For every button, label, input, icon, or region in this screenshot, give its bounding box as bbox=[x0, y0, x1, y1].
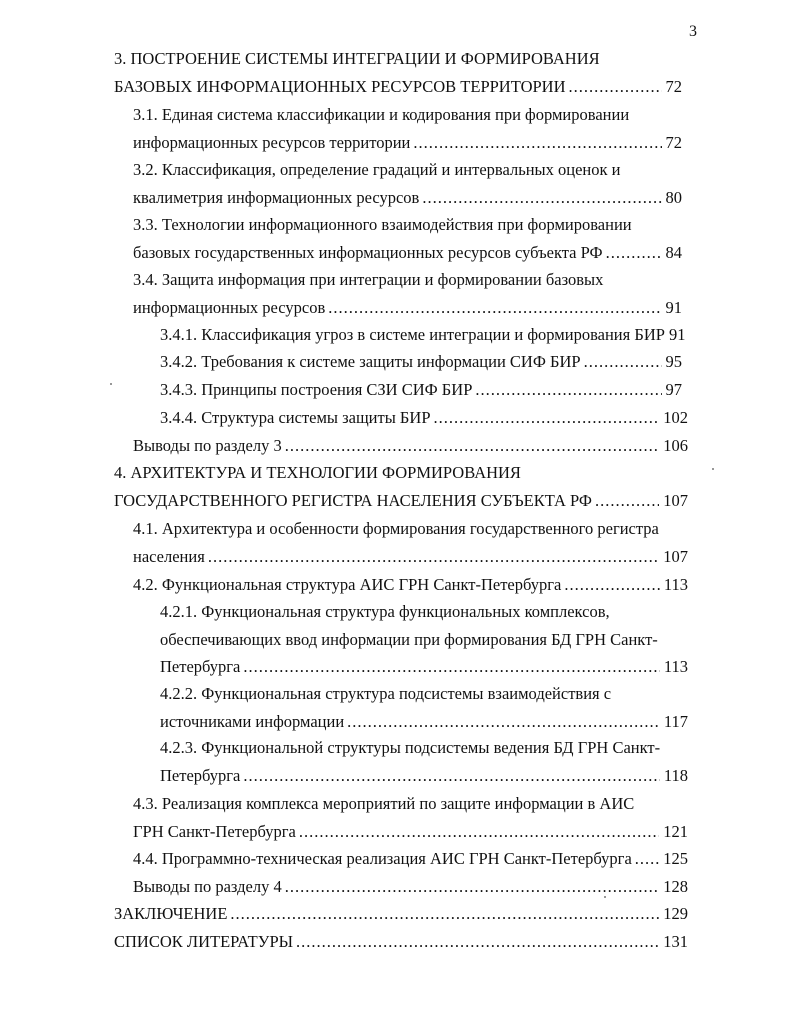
toc-leader-dots bbox=[413, 132, 661, 154]
toc-leader-dots bbox=[475, 379, 661, 401]
toc-line-conclusion-1 bbox=[114, 903, 688, 925]
toc-entry-title: 4.2.1. Функциональная структура функциональных комплексов, bbox=[160, 602, 610, 621]
toc-line-4-2 bbox=[114, 490, 688, 512]
toc-leader-dots bbox=[285, 876, 660, 898]
toc-entry-title: 4. АРХИТЕКТУРА И ТЕХНОЛОГИИ ФОРМИРОВАНИЯ bbox=[114, 463, 521, 482]
toc-entry-page: 107 bbox=[663, 546, 688, 566]
toc-line-3-2-1 bbox=[133, 159, 620, 181]
toc-leader-dots bbox=[285, 435, 660, 457]
toc-entry-title: БАЗОВЫХ ИНФОРМАЦИОННЫХ РЕСУРСОВ ТЕРРИТОРИИ bbox=[114, 76, 566, 96]
toc-entry-title: базовых государственных информационных ресурсов субъекта РФ bbox=[133, 242, 603, 262]
toc-line-conclusions-4-1 bbox=[133, 876, 688, 898]
toc-line-3-3-2 bbox=[133, 242, 682, 264]
toc-entry-page: 95 bbox=[665, 352, 682, 371]
toc-entry-title: 4.4. Программно-техническая реализация АИС ГРН Санкт-Петербурга bbox=[133, 849, 632, 868]
toc-line-4-1 bbox=[114, 462, 521, 484]
toc-entry-title: 4.1. Архитектура и особенности формирования государственного регистра bbox=[133, 519, 659, 538]
toc-line-4-1-1 bbox=[133, 518, 659, 540]
toc-entry-title: 4.2.3. Функциональной структуры подсистемы ведения БД ГРН Санкт- bbox=[160, 738, 661, 757]
toc-leader-dots bbox=[422, 187, 661, 209]
toc-entry-page: 121 bbox=[663, 821, 688, 841]
toc-entry-title: 3.4.2. Требования к системе защиты информации СИФ БИР bbox=[160, 352, 581, 371]
toc-line-4-2-3-2 bbox=[160, 765, 688, 787]
toc-line-3-4-4-1 bbox=[160, 407, 688, 429]
toc-entry-page: 102 bbox=[663, 408, 688, 427]
toc-entry-title: 3.2. Классификация, определение градаций и интервальных оценок и bbox=[133, 160, 621, 179]
toc-entry-title: 4.2.2. Функциональная структура подсистемы взаимодействия с bbox=[160, 684, 612, 703]
toc-entry-title: обеспечивающих ввод информации при формирования БД ГРН Санкт- bbox=[160, 629, 658, 649]
toc-entry-page: 128 bbox=[663, 877, 688, 896]
toc-entry-page: 113 bbox=[663, 575, 688, 594]
toc-entry-page: 129 bbox=[663, 904, 688, 923]
toc-leader-dots bbox=[328, 297, 661, 319]
toc-entry-page: 106 bbox=[663, 436, 688, 455]
toc-line-4-4-1 bbox=[133, 848, 688, 870]
toc-entry-title: 3. ПОСТРОЕНИЕ СИСТЕМЫ ИНТЕГРАЦИИ И ФОРМИРОВАНИЯ bbox=[114, 49, 600, 68]
toc-leader-dots bbox=[584, 351, 662, 373]
toc-line-3-4-2-1 bbox=[160, 351, 682, 373]
toc-entry-page: 131 bbox=[663, 932, 688, 951]
toc-line-4-2-1-1 bbox=[160, 601, 610, 623]
toc-line-4-2-3-1 bbox=[160, 737, 660, 759]
toc-leader-dots bbox=[564, 574, 659, 596]
toc-entry-title: 3.4. Защита информация при интеграции и формировании базовых bbox=[133, 270, 604, 289]
toc-line-3-4-1-1 bbox=[160, 324, 686, 346]
toc-entry-title: 3.3. Технологии информационного взаимодействия при формировании bbox=[133, 215, 632, 234]
toc-leader-dots bbox=[243, 656, 659, 678]
toc-line-4-3-1 bbox=[133, 793, 634, 815]
toc-line-4-1-2 bbox=[133, 546, 688, 568]
toc-leader-dots bbox=[230, 903, 659, 925]
toc-entry-title: Петербурга bbox=[160, 765, 241, 785]
toc-leader-dots bbox=[434, 407, 660, 429]
toc-entry-page: 91 bbox=[665, 297, 682, 317]
toc-entry-title: источниками информации bbox=[160, 711, 345, 731]
toc-entry-title: ГРН Санкт-Петербурга bbox=[133, 821, 296, 841]
toc-entry-page: 117 bbox=[663, 711, 688, 731]
toc-entry-title: 3.1. Единая система классификации и кодирования при формировании bbox=[133, 105, 630, 124]
scan-speck bbox=[712, 468, 714, 470]
toc-line-4-2-2-1 bbox=[160, 683, 611, 705]
toc-line-3-3-1 bbox=[133, 214, 632, 236]
toc-line-3-4-1 bbox=[133, 269, 603, 291]
toc-line-bibliography-1 bbox=[114, 931, 688, 953]
toc-leader-dots bbox=[569, 76, 662, 98]
toc-entry-page: 125 bbox=[663, 849, 688, 868]
toc-entry-title: Выводы по разделу 4 bbox=[133, 877, 282, 896]
toc-line-3-4-2 bbox=[133, 297, 682, 319]
toc-entry-page: 80 bbox=[665, 187, 682, 207]
toc-line-4-3-2 bbox=[133, 821, 688, 843]
toc-line-3-1 bbox=[114, 48, 600, 70]
toc-leader-dots bbox=[243, 765, 659, 787]
toc-line-4-2-1-2 bbox=[160, 629, 658, 651]
toc-entry-title: 4.2. Функциональная структура АИС ГРН Санкт-Петербурга bbox=[133, 575, 562, 594]
toc-line-4-2-1-3 bbox=[160, 656, 688, 678]
toc-line-4-2-2-2 bbox=[160, 711, 688, 733]
toc-entry-title: информационных ресурсов территории bbox=[133, 132, 411, 152]
toc-entry-page: 84 bbox=[665, 242, 682, 262]
toc-entry-title: информационных ресурсов bbox=[133, 297, 326, 317]
toc-line-conclusions-3-1 bbox=[133, 435, 688, 457]
toc-entry-title: 4.3. Реализация комплекса мероприятий по защите информации в АИС bbox=[133, 794, 635, 813]
toc-entry-page: 72 bbox=[665, 132, 682, 152]
toc-entry-page: 72 bbox=[665, 76, 682, 96]
toc-entry-page: 113 bbox=[663, 657, 688, 676]
toc-entry-title: СПИСОК ЛИТЕРАТУРЫ bbox=[114, 932, 294, 951]
toc-line-3-4-3-1 bbox=[160, 379, 682, 401]
toc-leader-dots bbox=[595, 490, 659, 512]
toc-leader-dots bbox=[299, 821, 659, 843]
toc-line-3-1-1 bbox=[133, 104, 629, 126]
toc-leader-dots bbox=[296, 931, 659, 953]
scan-speck bbox=[604, 896, 606, 898]
toc-line-3-2-2 bbox=[133, 187, 682, 209]
toc-entry-page: 118 bbox=[663, 765, 688, 785]
scan-speck bbox=[110, 383, 112, 385]
toc-entry-title: Петербурга bbox=[160, 657, 241, 676]
toc-line-3-2 bbox=[114, 76, 682, 98]
toc-entry-title: 3.4.3. Принципы построения СЗИ СИФ БИР bbox=[160, 380, 473, 399]
toc-entry-title: населения bbox=[133, 546, 205, 566]
toc-entry-title: 3.4.4. Структура системы защиты БИР bbox=[160, 408, 431, 427]
toc-line-3-1-2 bbox=[133, 132, 682, 154]
page-number: 3 bbox=[689, 23, 697, 40]
toc-entry-title: 3.4.1. Классификация угроз в системе интеграции и формирования БИР 91 bbox=[160, 325, 686, 344]
toc-entry-title: квалиметрия информационных ресурсов bbox=[133, 187, 420, 207]
toc-entry-page: 107 bbox=[663, 490, 688, 510]
toc-leader-dots bbox=[347, 711, 660, 733]
toc-leader-dots bbox=[635, 848, 659, 870]
toc-entry-title: Выводы по разделу 3 bbox=[133, 436, 282, 455]
toc-line-4-2-1 bbox=[133, 574, 688, 596]
toc-entry-page: 97 bbox=[665, 380, 682, 399]
toc-entry-title: ГОСУДАРСТВЕННОГО РЕГИСТРА НАСЕЛЕНИЯ СУБЪЕКТА РФ bbox=[114, 490, 592, 510]
toc-leader-dots bbox=[208, 546, 659, 568]
toc-leader-dots bbox=[606, 242, 662, 264]
toc-entry-title: ЗАКЛЮЧЕНИЕ bbox=[114, 904, 228, 923]
